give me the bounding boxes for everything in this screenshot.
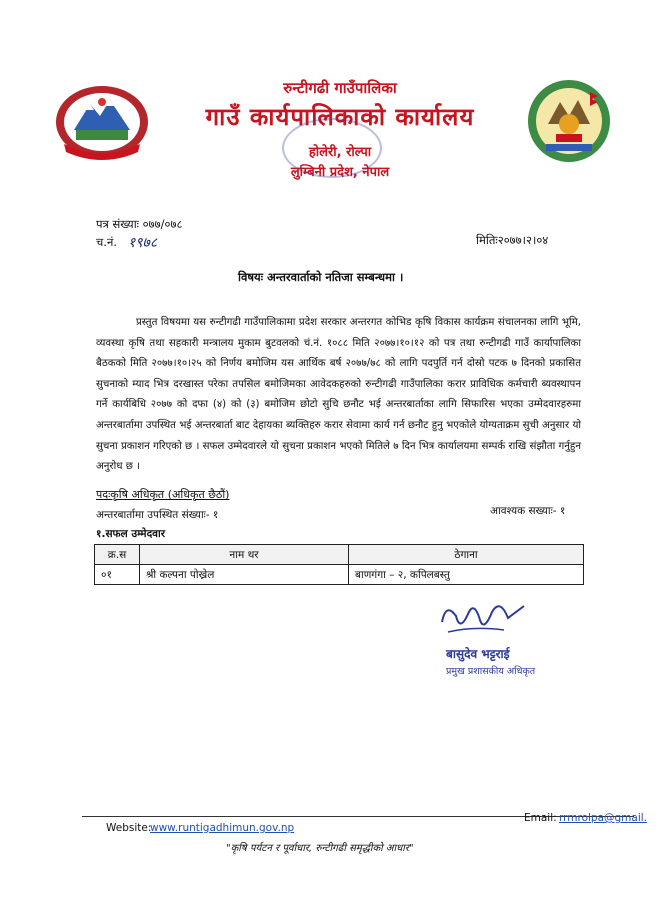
office-province: लुम्बिनी प्रदेश, नेपाल: [290, 165, 390, 180]
email-label: Email:: [524, 812, 557, 824]
signature-scribble-text: [434, 592, 437, 593]
letter-date: मितिः२०७७।२।०४: [476, 233, 549, 247]
subject-line: विषयः अन्तरवार्ताको नतिजा सम्बन्धमा ।: [238, 270, 404, 284]
col-name: नाम थर: [140, 545, 349, 565]
candidate-table: [94, 544, 584, 585]
website-link[interactable]: www.runtigadhimun.gov.np: [150, 822, 295, 834]
nepal-emblem-logo: [52, 82, 152, 162]
letter-number: पत्र संख्याः ०७७/०७८: [96, 217, 183, 231]
col-address: ठेगाना: [349, 545, 584, 565]
office-stamp: [282, 118, 382, 178]
email-link[interactable]: rrmrolpa@gmail.: [559, 812, 648, 824]
col-serial: क्र.स: [95, 545, 140, 565]
interview-present-count: अन्तरबार्तामा उपस्थित संख्याः- १: [96, 509, 219, 521]
table-header-row: [95, 545, 584, 565]
cell-address: बाणगंगा – २, कपिलबस्तु: [349, 565, 584, 585]
body-paragraph: प्रस्तुत विषयमा यस रुन्टीगढी गाउँपालिकामा प्रदेश सरकार अन्तरगत कोभिड कृषि विकास कार्यक्रम संचालनका लागि भूमि, व्यवस्था कृषि तथा सहकारी मन्त्रालय मुकाम बुटवलको चं.नं. १०८८ मिति २०७७।१०।१२ को पत्र तथा रुन्टीगढी गाउँ कार्यापालिका बैठकको मिति २०७७।१०।२५ को निर्णय बमोजिम यस आर्थिक बर्ष २०७७/७८ को लागि पदपुर्ति गर्न दोस्रो पटक ७ दिनको प्रकासित सुचनाको म्याद भित्र दरखास्त परेका तपसिल बमोजिमका आवेदकहरुको रुन्टीगढी गाउँपालिका करार प्राविधिक कर्मचारी ब्यवस्थापन गर्ने कार्यबिधि २०७७ को दफा (४) को (३) बमोजिम छोटो सुचि छनौट भई अन्तरबार्ताका लागि सिफारिस भएका उम्मेदवारहरुमा अन्तरबार्तामा उपस्थित भई अन्तरबार्ता बाट देहायका ब्यक्तिहरु करार सेवामा कार्य गर्न छनौट हुनु भएकोले योग्यताक्रम सुची अनुसार यो सुचना प्रकाशन गरिएको छ । सफल उम्मेदवारले यो सुचना प्रकाशन भएको मितिले ७ दिन भित्र कार्यालयमा सम्पर्क राखि संझौता गर्नुहुन अनुरोध छ ।: [96, 317, 581, 473]
municipality-seal-logo: [526, 78, 612, 164]
municipality-name: रुन्टीगढी गाउँपालिका: [283, 79, 397, 97]
cell-name: श्री कल्पना पोख्रेल: [140, 565, 349, 585]
dispatch-number-label: च.नं.: [96, 235, 117, 249]
section-title: १.सफल उम्मेदवार: [96, 528, 166, 540]
signatory-name: बासुदेव भट्टराई: [446, 647, 510, 661]
table-row: [95, 565, 584, 585]
website-label: Website:: [106, 822, 152, 834]
office-location: होलेरी, रोल्पा: [308, 145, 372, 160]
post-title: पदःकृषि अधिकृत (अधिकृत छैठौं): [96, 488, 230, 501]
office-name: गाउँ कार्यपालिकाको कार्यालय: [205, 103, 475, 131]
signature-image: [434, 592, 530, 644]
signatory-title: प्रमुख प्रशासकीय अधिकृत: [446, 666, 536, 677]
required-count: आवश्यक सख्याः- १: [490, 505, 566, 517]
cell-serial: ०१: [95, 565, 140, 585]
dispatch-number: १९७८: [128, 235, 158, 251]
footer-slogan: "कृषि पर्यटन र पूर्वाधार, रुन्टीगढी समृद्धीको आधार": [226, 843, 414, 854]
